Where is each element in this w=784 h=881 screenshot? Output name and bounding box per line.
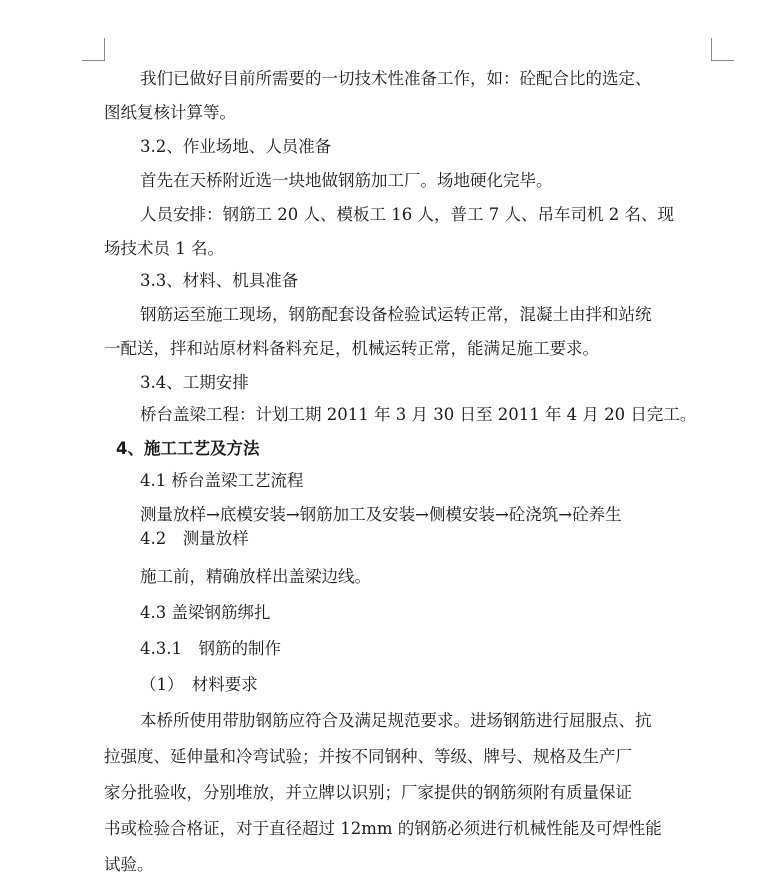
paragraph-line: 家分批验收，分别堆放，并立牌以识别；厂家提供的钢筋须附有质量保证: [104, 783, 632, 802]
paragraph-line: 图纸复核计算等。: [104, 103, 236, 122]
paragraph-line: 本桥所使用带肋钢筋应符合及满足规范要求。进场钢筋进行屈服点、抗: [140, 711, 652, 730]
subsection-heading-1: （1） 材料要求: [140, 675, 258, 694]
paragraph-line: 施工前，精确放样出盖梁边线。: [140, 567, 371, 586]
paragraph-line: 我们已做好目前所需要的一切技术性准备工作，如：砼配合比的选定、: [140, 69, 652, 88]
process-flow-line: 测量放样→底模安装→钢筋加工及安装→侧模安装→砼浇筑→砼养生: [140, 505, 622, 524]
page-corner-mark-top-left: [82, 38, 105, 61]
section-heading-4: 4、施工工艺及方法: [116, 439, 260, 458]
section-heading-3-2: 3.2、作业场地、人员准备: [140, 137, 332, 156]
page-corner-mark-top-right: [711, 38, 734, 61]
section-heading-4-3: 4.3 盖梁钢筋绑扎: [140, 603, 271, 622]
paragraph-line: 拉强度、延伸量和冷弯试验；并按不同钢种、等级、牌号、规格及生产厂: [104, 747, 632, 766]
section-heading-3-3: 3.3、材料、机具准备: [140, 271, 299, 290]
section-heading-4-3-1: 4.3.1 钢筋的制作: [140, 639, 281, 658]
paragraph-line: 试验。: [104, 855, 154, 874]
paragraph-line: 一配送，拌和站原材料备料充足，机械运转正常，能满足施工要求。: [104, 339, 599, 358]
paragraph-line: 书或检验合格证，对于直径超过 12mm 的钢筋必须进行机械性能及可焊性能: [104, 819, 662, 838]
paragraph-line: 场技术员 1 名。: [104, 239, 224, 258]
section-heading-4-1: 4.1 桥台盖梁工艺流程: [140, 471, 304, 490]
paragraph-line: 人员安排：钢筋工 20 人、模板工 16 人，普工 7 人、吊车司机 2 名、现: [140, 205, 674, 224]
paragraph-line: 钢筋运至施工现场，钢筋配套设备检验试运转正常，混凝土由拌和站统: [140, 305, 652, 324]
paragraph-line: 首先在天桥附近选一块地做钢筋加工厂。场地硬化完毕。: [140, 171, 553, 190]
paragraph-line: 桥台盖梁工程：计划工期 2011 年 3 月 30 日至 2011 年 4 月 20 日完工。: [140, 405, 697, 424]
section-heading-4-2: 4.2 测量放样: [140, 529, 249, 548]
section-heading-3-4: 3.4、工期安排: [140, 373, 249, 392]
